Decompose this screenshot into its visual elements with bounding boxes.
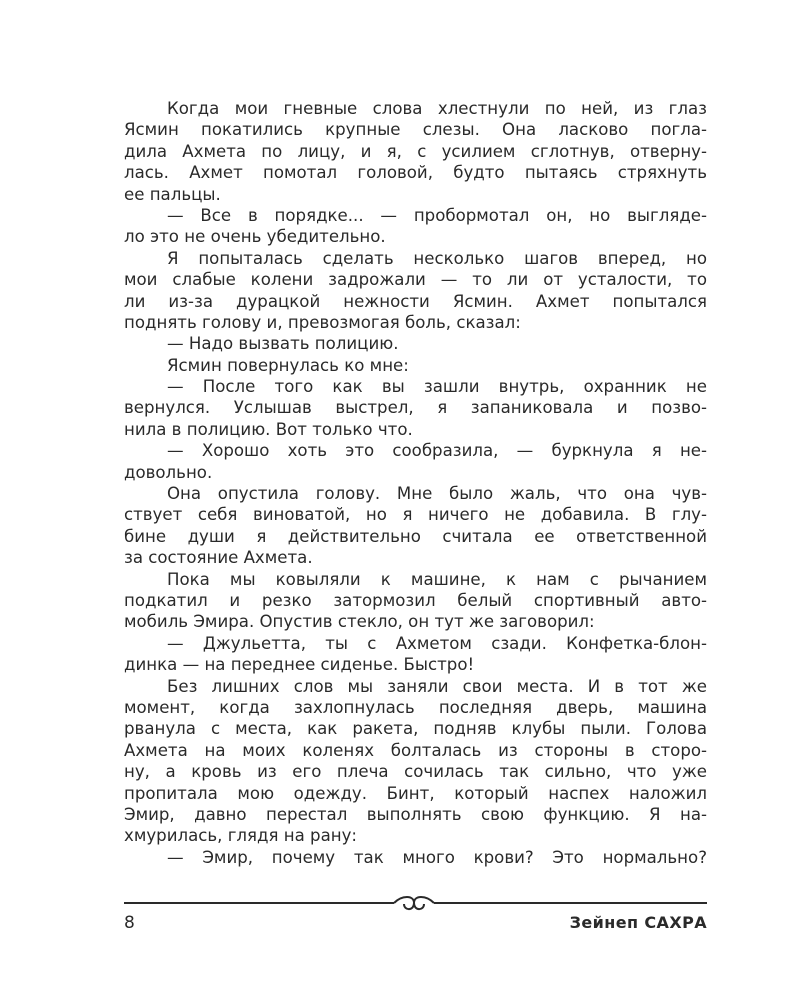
text-line: мои слабые колени задрожали — то ли от усталости, то [124,270,707,290]
text-line: лась. Ахмет помотал головой, будто пытаясь стряхнуть [124,163,707,183]
text-line: пропитала мою одежду. Бинт, который наспех наложил [124,783,707,803]
text-line: поднять голову и, превозмогая боль, сказал: [124,312,521,332]
text-line: за состояние Ахмета. [124,548,313,568]
text-line: вернулся. Услышав выстрел, я запаниковала и позво- [124,398,707,418]
text-line: хмурилась, глядя на рану: [124,826,357,846]
text-line: Пока мы ковыляли к машине, к нам с рычанием [167,569,707,589]
text-line: — Надо вызвать полицию. [167,334,399,354]
text-line: ло это не очень убедительно. [124,227,386,247]
text-line: — Эмир, почему так много крови? Это нормально? [167,847,707,867]
text-line: динка — на переднее сиденье. Быстро! [124,655,475,675]
text-line: бине души я действительно считала ее ответственной [124,526,707,546]
text-line: Эмир, давно перестал выполнять свою функцию. Я на- [124,804,707,824]
text-line: нила в полицию. Вот только что. [124,419,413,439]
text-line: Ахмета на моих коленях болталась из стороны в сторо- [124,740,707,760]
text-line: довольно. [124,462,213,482]
text-line: Когда мои гневные слова хлестнули по ней, из глаз [167,99,707,118]
text-line: — После того как вы зашли внутрь, охранник не [167,377,707,397]
text-line: ее пальцы. [124,184,221,204]
body-text [124,98,707,868]
text-line: Ясмин покатились крупные слезы. Она ласково погла- [124,120,707,140]
text-line: — Все в порядке... — пробормотал он, но выгляде- [167,205,707,225]
text-line: рванула с места, как ракета, подняв клубы пыли. Голова [124,719,707,739]
text-line: ствует себя виноватой, но я ничего не добавила. В глу- [124,505,707,525]
footer-divider [124,893,707,913]
text-line: — Джульетта, ты с Ахметом сзади. Конфетка-блон- [167,633,707,653]
text-line: Ясмин повернулась ко мне: [167,355,409,375]
text-line: момент, когда захлопнулась последняя дверь, машина [124,697,707,717]
text-line: — Хорошо хоть это сообразила, — буркнула я не- [167,441,707,461]
text-line: ну, а кровь из его плеча сочилась так сильно, что уже [124,762,707,782]
text-line: Она опустила голову. Мне было жаль, что она чув- [167,484,707,504]
text-line: дила Ахмета по лицу, и я, с усилием сглотнув, отверну- [124,141,707,161]
text-line: подкатил и резко затормозил белый спортивный авто- [124,590,707,610]
fleuron-ornament-icon [394,897,434,909]
running-author: Зейнеп САХРА [569,913,707,932]
text-line: Я попыталась сделать несколько шагов вперед, но [167,248,707,268]
page-number: 8 [124,913,135,933]
text-line: Без лишних слов мы заняли свои места. И в тот же [167,676,707,696]
text-line: мобиль Эмира. Опустив стекло, он тут же заговорил: [124,612,595,632]
text-line: ли из-за дурацкой нежности Ясмин. Ахмет попытался [124,291,707,311]
